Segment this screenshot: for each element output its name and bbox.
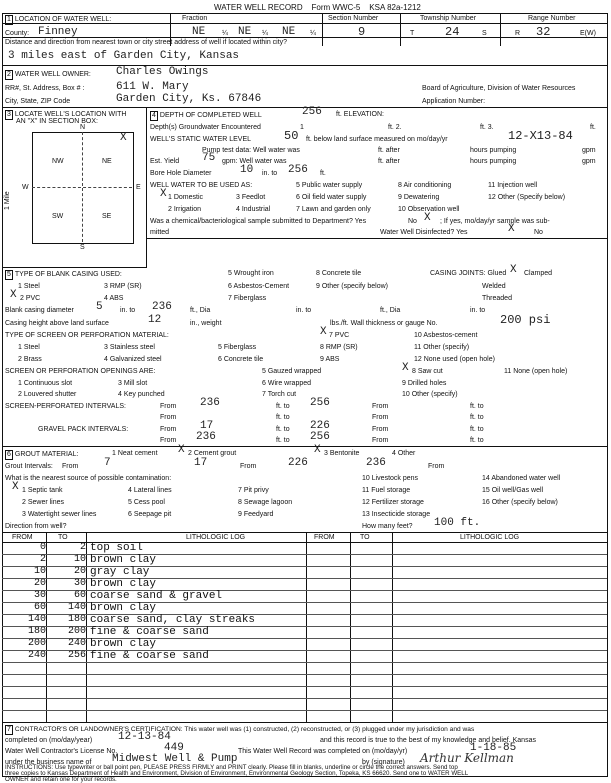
address-value: 611 W. Mary bbox=[116, 81, 189, 93]
ew-value: E(W) bbox=[580, 30, 596, 37]
record-date-value: 1-18-85 bbox=[470, 742, 517, 754]
log-row: 180 200 fine & coarse sand bbox=[27, 626, 209, 638]
log-row: 2 10 brown clay bbox=[39, 554, 157, 566]
license-value: 449 bbox=[164, 742, 184, 754]
grout-from2-value: 226 bbox=[288, 457, 308, 469]
depth-value: 256 bbox=[302, 106, 322, 118]
quarter3: NE bbox=[282, 26, 296, 38]
owner-value: Charles Owings bbox=[116, 66, 209, 78]
section-number-label: Section Number bbox=[328, 15, 379, 22]
range-label: Range Number bbox=[528, 15, 576, 22]
form-title: WATER WELL RECORD Form WWC-5 KSA 82a-1212 bbox=[214, 3, 421, 12]
section3-header: 3 LOCATE WELL'S LOCATION WITH bbox=[7, 111, 127, 118]
pvc-mark: X bbox=[10, 289, 17, 301]
log-row: 30 60 coarse sand & gravel bbox=[33, 590, 223, 602]
range-value: 32 bbox=[536, 25, 551, 39]
screen-from-value: 236 bbox=[200, 397, 220, 409]
screen-to-value: 256 bbox=[310, 397, 330, 409]
certification-line: 7 CONTRACTOR'S OR LANDOWNER'S CERTIFICATION: This water well was (1) constructed, (2) reconstructed, or (3) plugged under my jurisdiction and was bbox=[7, 726, 475, 733]
completed-date-value: 12-13-84 bbox=[118, 731, 171, 743]
section1-header: 1 LOCATION OF WATER WELL: bbox=[7, 16, 112, 23]
section5-header: 5 TYPE OF BLANK CASING USED: bbox=[7, 271, 122, 278]
section2-header: 2 WATER WELL OWNER: bbox=[7, 71, 91, 78]
grout-to1-value: 17 bbox=[194, 457, 208, 469]
log-row: 10 20 gray clay bbox=[33, 566, 150, 578]
log-row: 0 2 top soil bbox=[39, 542, 143, 554]
board-label: Board of Agriculture, Division of Water Resources bbox=[422, 85, 576, 92]
log-row: 240 256 fine & coarse sand bbox=[27, 650, 209, 662]
casing-height-value: 12 bbox=[148, 314, 162, 326]
fraction-label: Fraction bbox=[182, 15, 208, 22]
casing-to-value: 236 bbox=[152, 301, 172, 313]
gravel-to1-value: 226 bbox=[310, 420, 330, 432]
city-value: Garden City, Ks. 67846 bbox=[116, 93, 262, 105]
chem-no-mark: X bbox=[424, 212, 431, 224]
section6-header: 6 GROUT MATERIAL: bbox=[7, 451, 79, 458]
gravel-from1-value: 17 bbox=[200, 420, 214, 432]
casing-diameter-value: 5 bbox=[96, 301, 103, 313]
mile-label: 1 Mile bbox=[4, 191, 11, 210]
log-row: 60 140 brown clay bbox=[33, 602, 157, 614]
log-row: 140 180 coarse sand, clay streaks bbox=[27, 614, 256, 626]
gauge-value: 200 psi bbox=[500, 313, 551, 327]
business-name-value: Midwest Well & Pump bbox=[112, 753, 238, 765]
distance-feet-value: 100 ft. bbox=[434, 517, 481, 529]
grout-to2-value: 236 bbox=[366, 457, 386, 469]
log-row: 20 30 brown clay bbox=[33, 578, 157, 590]
bore-to-value: 256 bbox=[288, 164, 308, 176]
application-label: Application Number: bbox=[422, 98, 486, 105]
section-locator-box bbox=[32, 132, 134, 244]
yield-value: 75 bbox=[202, 152, 216, 164]
log-row: 200 240 brown clay bbox=[27, 638, 157, 650]
well-location-mark: X bbox=[120, 132, 127, 144]
domestic-mark: X bbox=[160, 188, 167, 200]
gravel-to2-value: 256 bbox=[310, 431, 330, 443]
grout-from1-value: 7 bbox=[104, 457, 111, 469]
township-label: Township Number bbox=[420, 15, 477, 22]
distance-label: Distance and direction from nearest town or city street address of well if located within city? bbox=[5, 39, 288, 46]
section-value: 9 bbox=[358, 25, 366, 39]
contractor-signature: Arthur Kellman bbox=[420, 751, 514, 765]
static-level-value: 50 bbox=[284, 129, 299, 143]
gravel-from2-value: 236 bbox=[196, 431, 216, 443]
quarter2: NE bbox=[238, 26, 252, 38]
township-value: 24 bbox=[445, 25, 460, 39]
disinfected-mark: X bbox=[508, 223, 515, 235]
distance-value: 3 miles east of Garden City, Kansas bbox=[8, 50, 240, 62]
quarter1: NE bbox=[192, 26, 206, 38]
county-value: Finney bbox=[38, 26, 78, 38]
static-date-value: 12-X13-84 bbox=[508, 129, 573, 143]
county-label: County: bbox=[5, 30, 30, 37]
section4-header: 4 DEPTH OF COMPLETED WELL bbox=[152, 112, 262, 119]
bore-value: 10 bbox=[240, 164, 254, 176]
